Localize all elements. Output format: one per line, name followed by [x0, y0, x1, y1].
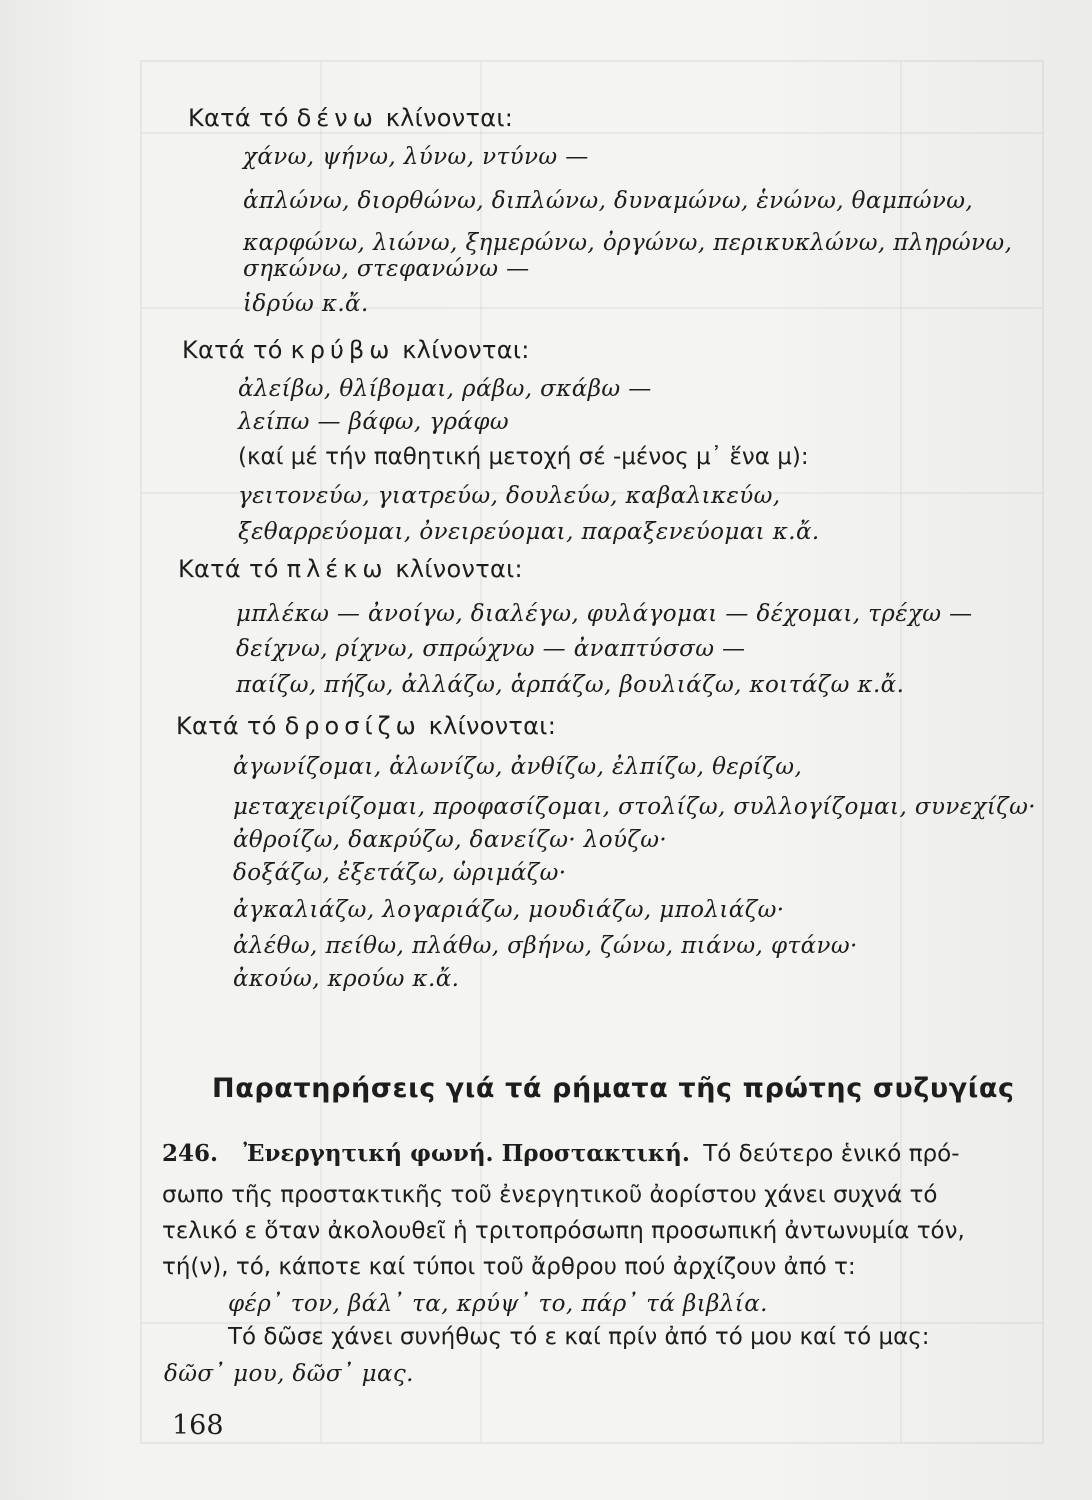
- paragraph-example-line: δῶσ᾿ μου, δῶσ᾿ μας.: [164, 1361, 414, 1387]
- model-verb: δένω: [296, 104, 378, 132]
- model-verb: κρύβω: [290, 336, 395, 364]
- verb-list-line: μπλέκω — ἀνοίγω, διαλέγω, φυλάγομαι — δέχομαι, τρέχω —: [236, 601, 973, 627]
- verb-list-line: ξεθαρρεύομαι, ὀνειρεύομαι, παραξενεύομαι κ.ἄ.: [238, 519, 820, 545]
- verb-list-line: δοξάζω, ἐξετάζω, ὡριμάζω·: [233, 860, 567, 886]
- group-heading: Κατά τό πλέκω κλίνονται:: [178, 555, 523, 583]
- verb-list-line: παίζω, πήζω, ἀλλάζω, ἁρπάζω, βουλιάζω, κοιτάζω κ.ἄ.: [236, 672, 905, 698]
- paragraph-line: τή(ν), τό, κάποτε καί τύποι τοῦ ἄρθρου πού ἀρχίζουν ἀπό τ:: [162, 1254, 856, 1280]
- paragraph-line: Τό δῶσε χάνει συνήθως τό ε καί πρίν ἀπό τό μου καί τό μας:: [228, 1324, 930, 1350]
- verb-list-line: ἀκούω, κρούω κ.ἄ.: [233, 966, 460, 992]
- verb-list-line: ἀγκαλιάζω, λογαριάζω, μουδιάζω, μπολιάζω·: [233, 897, 785, 923]
- verb-list-line: καρφώνω, λιώνω, ξημερώνω, ὀργώνω, περικυκλώνω, πληρώνω,: [243, 230, 1013, 256]
- group-heading: Κατά τό κρύβω κλίνονται:: [182, 336, 530, 364]
- paragraph-number: 246.: [162, 1140, 219, 1167]
- verb-list-line: [243, 287, 369, 321]
- paragraph-bold-title: Ἐνεργητική φωνή. Προστακτική.: [243, 1140, 690, 1167]
- verb-list-line: ἀθροίζω, δακρύζω, δανείζω· λούζω·: [233, 827, 668, 853]
- paragraph-example-line: φέρ᾿ τον, βάλ᾿ τα, κρύψ᾿ το, πάρ᾿ τά βιβλία.: [228, 1291, 768, 1317]
- verb-list-line: μεταχειρίζομαι, προφασίζομαι, στολίζω, συλλογίζομαι, συνεχίζω·: [233, 794, 1036, 820]
- group-heading: Κατά τό δένω κλίνονται:: [188, 104, 514, 132]
- verb-list-line-text: ἱδρύω κ.ἄ.: [243, 291, 369, 317]
- verb-list-line: δείχνω, ρίχνω, σπρώχνω — ἀναπτύσσω —: [236, 636, 746, 662]
- verb-list-line: ἀγωνίζομαι, ἁλωνίζω, ἀνθίζω, ἐλπίζω, θερίζω,: [233, 754, 803, 780]
- verb-list-line: ἀλείβω, θλίβομαι, ράβω, σκάβω —: [238, 376, 652, 402]
- paragraph-line: τελικό ε ὅταν ἀκολουθεῖ ἡ τριτοπρόσωπη προσωπική ἀντωνυμία τόν,: [162, 1218, 965, 1244]
- verb-list-line: (καί μέ τήν παθητική μετοχή σέ -μένος μ᾿ ἕνα μ):: [238, 444, 809, 470]
- verb-list-line: ἀλέθω, πείθω, πλάθω, σβήνω, ζώνω, πιάνω, φτάνω·: [233, 933, 858, 959]
- verb-list-line: γειτονεύω, γιατρεύω, δουλεύω, καβαλικεύω,: [238, 483, 781, 509]
- verb-list-line: ἁπλώνω, διορθώνω, διπλώνω, δυναμώνω, ἑνώνω, θαμπώνω,: [243, 188, 974, 214]
- verb-list-line: σηκώνω, στεφανώνω —: [243, 256, 530, 282]
- model-verb: πλέκω: [286, 555, 388, 583]
- group-heading: Κατά τό δροσίζω κλίνονται:: [176, 712, 557, 740]
- verb-list-line: λείπω — βάφω, γράφω: [238, 409, 509, 435]
- paragraph-line: σωπο τῆς προστακτικῆς τοῦ ἐνεργητικοῦ ἀορίστου χάνει συχνά τό: [162, 1182, 938, 1208]
- section-title: Παρατηρήσεις γιά τά ρήματα τῆς πρώτης συζυγίας: [212, 1073, 1015, 1104]
- paragraph-first-line: 246. Ἐνεργητική φωνή. Προστακτική. Τό δεύτερο ἑνικό πρό-: [162, 1140, 960, 1167]
- page-number: 168: [172, 1410, 224, 1441]
- model-verb: δροσίζω: [284, 712, 421, 740]
- verb-list-line: χάνω, ψήνω, λύνω, ντύνω —: [243, 144, 589, 170]
